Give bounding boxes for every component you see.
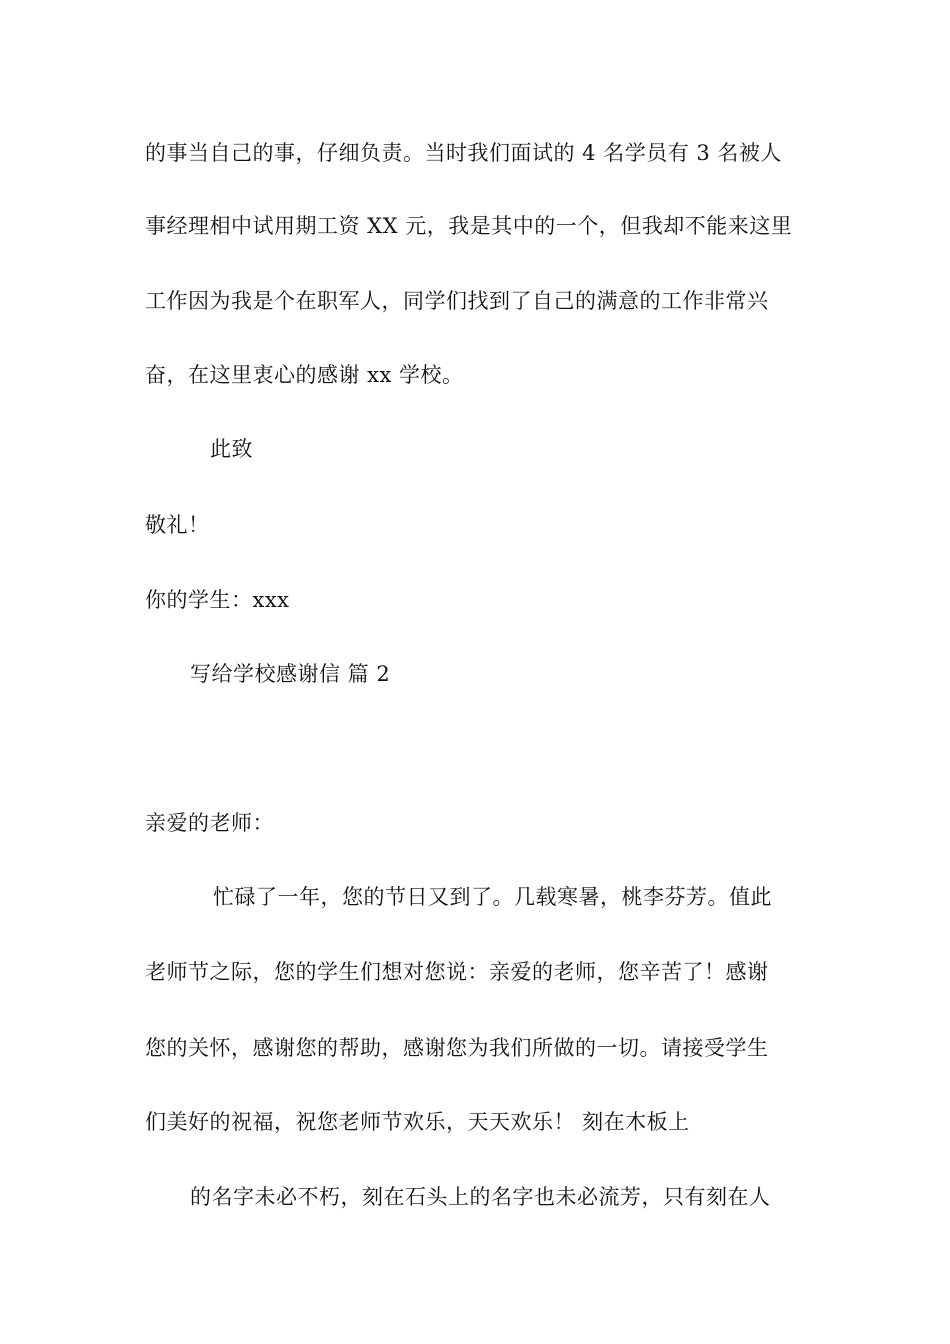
body-text-line: 老师节之际，您的学生们想对您说：亲爱的老师，您辛苦了！感谢 (145, 960, 769, 984)
signature-line: 你的学生：xxx (145, 588, 290, 612)
body-text-line: 忙碌了一年，您的节日又到了。几载寒暑，桃李芬芳。值此 (213, 885, 772, 909)
closing-regards: 敬礼！ (145, 513, 210, 537)
greeting-line: 亲爱的老师： (145, 811, 274, 835)
section-heading: 写给学校感谢信 篇 2 (190, 662, 391, 686)
body-text-line: 们美好的祝福，祝您老师节欢乐，天天欢乐！ 刻在木板上 (145, 1110, 690, 1134)
body-text-line: 的名字未必不朽，刻在石头上的名字也未必流芳，只有刻在人 (190, 1185, 771, 1209)
body-text-line: 您的关怀，感谢您的帮助，感谢您为我们所做的一切。请接受学生 (145, 1036, 769, 1060)
body-text-line: 事经理相中试用期工资 XX 元，我是其中的一个，但我却不能来这里 (145, 214, 793, 238)
body-text-line: 工作因为我是个在职军人，同学们找到了自己的满意的工作非常兴 (145, 289, 769, 313)
closing-salutation: 此致 (210, 437, 253, 461)
body-text-line: 的事当自己的事，仔细负责。当时我们面试的 4 名学员有 3 名被人 (145, 141, 782, 165)
body-text-line: 奋，在这里衷心的感谢 xx 学校。 (145, 363, 464, 387)
